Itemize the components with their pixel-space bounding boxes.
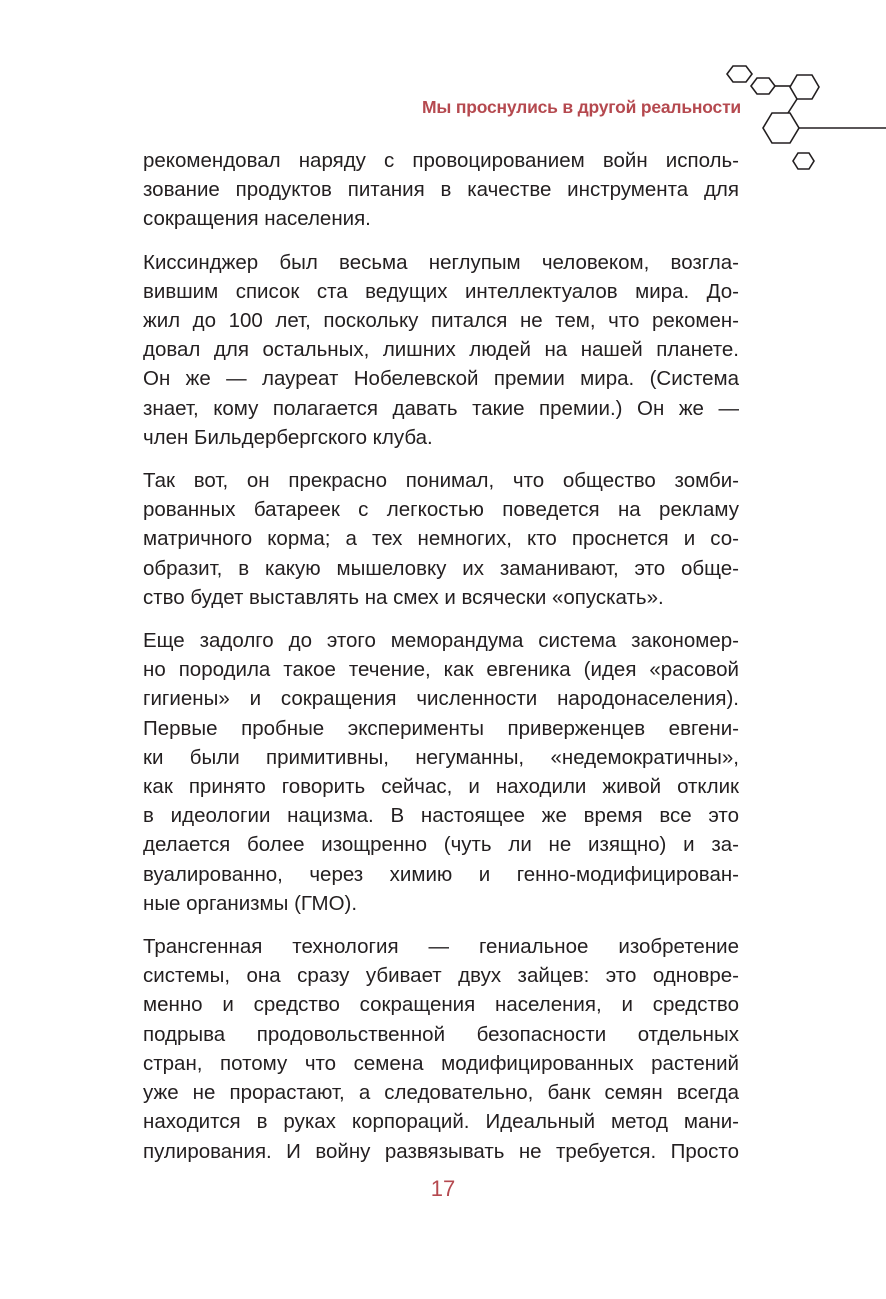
text-line: член Бильдербергского клуба. (143, 425, 433, 449)
text-line: вившим список ста ведущих интеллектуалов мира. До- (143, 279, 739, 303)
text-line: пулирования. И войну развязывать не требуется. Просто (143, 1139, 739, 1163)
text-line: делается более изощренно (чуть ли не изящно) и за- (143, 833, 739, 857)
text-line: матричного корма; а тех немногих, кто проснется и со- (143, 527, 739, 551)
text-line: довал для остальных, лишних людей на нашей планете. (143, 338, 739, 362)
text-line: в идеологии нацизма. В настоящее же время все это (143, 804, 739, 828)
text-line: ство будет выставлять на смех и всячески «опускать». (143, 585, 664, 609)
paragraph-3 (143, 466, 739, 612)
paragraph-4 (143, 626, 739, 918)
paragraph-2 (143, 248, 739, 452)
text-line: образит, в какую мышеловку их заманивают, это обще- (143, 556, 739, 580)
body-text (143, 146, 739, 1180)
text-line: рованных батареек с легкостью поведется на рекламу (143, 498, 739, 522)
text-line: сокращения населения. (143, 207, 371, 231)
text-line: как принято говорить сейчас, и находили живой отклик (143, 775, 739, 799)
text-line: зование продуктов питания в качестве инструмента для (143, 178, 739, 202)
text-line: вуалированно, через химию и генно-модифицирован- (143, 862, 739, 886)
text-line: Трансгенная технология — гениальное изобретение (143, 935, 739, 959)
hexagon-small-1 (727, 66, 752, 82)
text-line: уже не прорастают, а следовательно, банк семян всегда (143, 1081, 739, 1105)
text-line: рекомендовал наряду с провоцированием войн исполь- (143, 149, 739, 172)
text-line: Первые пробные эксперименты приверженцев евгени- (143, 716, 739, 740)
page-number: 17 (430, 1176, 456, 1201)
text-line: менно и средство сокращения населения, и средство (143, 993, 739, 1017)
text-line: Еще задолго до этого меморандума система закономер- (143, 629, 739, 653)
text-line: стран, потому что семена модифицированных растений (143, 1051, 739, 1075)
hexagon-medium-1 (790, 75, 819, 99)
hexagon-chain-icon (720, 58, 886, 178)
text-line: ки были примитивны, негуманны, «недемократичны», (143, 745, 739, 769)
paragraph-1 (143, 146, 739, 234)
text-line: Киссинджер был весьма неглупым человеком, возгла- (143, 250, 739, 274)
hexagon-small-3 (793, 153, 814, 169)
text-line: Так вот, он прекрасно понимал, что общество зомби- (143, 469, 739, 493)
text-line: знает, кому полагается давать такие премии.) Он же — (143, 396, 739, 420)
text-line: ные организмы (ГМО). (143, 891, 358, 915)
text-line: подрыва продовольственной безопасности отдельных (143, 1022, 739, 1046)
text-line: системы, она сразу убивает двух зайцев: это одновре- (143, 964, 739, 988)
paragraph-5 (143, 932, 739, 1166)
text-line: Он же — лауреат Нобелевской премии мира. (Система (143, 367, 739, 391)
hexagon-large-1 (763, 113, 799, 143)
text-line: находится в руках корпораций. Идеальный метод мани- (143, 1110, 739, 1134)
text-line: гигиены» и сокращения численности народонаселения). (143, 687, 739, 711)
running-header-title: Мы проснулись в другой реальности (422, 97, 741, 117)
text-line: жил до 100 лет, поскольку питался не тем, что рекомен- (143, 309, 739, 333)
text-line: но породила такое течение, как евгеника (идея «расовой (143, 658, 739, 682)
hexagon-small-2 (751, 78, 775, 94)
